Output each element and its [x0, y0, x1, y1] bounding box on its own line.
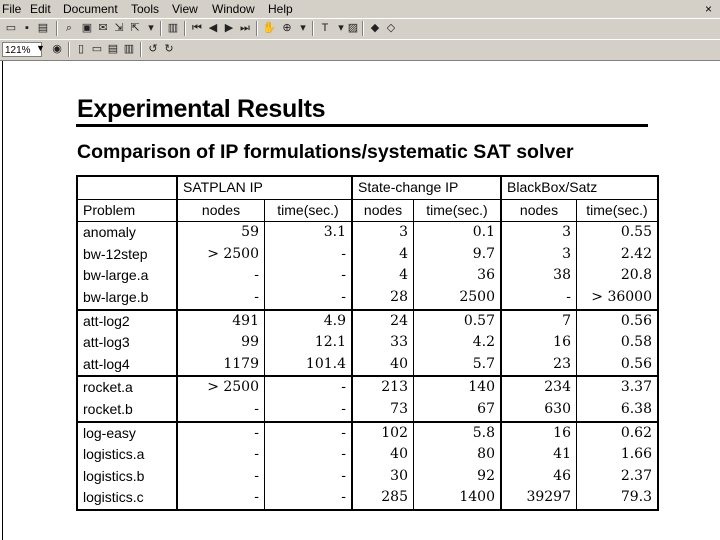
- table-row: [77, 354, 658, 377]
- problem-cell: bw-large.b: [83, 288, 149, 305]
- value-cell: 99: [177, 332, 265, 354]
- problem-cell: att-log3: [83, 334, 130, 351]
- value-cell: 4: [352, 244, 414, 266]
- zoom-dropdown-icon[interactable]: ▾: [300, 22, 306, 34]
- value-cell: 12.1: [265, 332, 353, 354]
- value-cell: 0.57: [414, 310, 502, 333]
- group-header: State-change IP: [352, 176, 501, 199]
- prev-page-icon[interactable]: ◀: [208, 22, 218, 34]
- table-group-header: [77, 176, 658, 199]
- text-select-icon[interactable]: T: [321, 22, 329, 34]
- value-cell: 0.56: [577, 354, 659, 377]
- page-edge: [2, 61, 3, 540]
- value-cell: 101.4: [265, 354, 353, 377]
- column-header: Problem: [77, 199, 177, 222]
- value-cell: 213: [352, 376, 414, 399]
- value-cell: 30: [352, 466, 414, 488]
- value-cell: 36: [414, 265, 502, 287]
- table-row: [77, 444, 658, 466]
- value-cell: 73: [352, 399, 414, 422]
- table-row: [77, 466, 658, 488]
- group-header: BlackBox/Satz: [501, 176, 658, 199]
- value-cell: -: [177, 487, 265, 510]
- title-rule: [76, 124, 648, 127]
- table-row: [77, 244, 658, 266]
- value-cell: 2500: [414, 287, 502, 310]
- toolbar-separator: [256, 21, 258, 36]
- menu-view[interactable]: View: [172, 2, 198, 16]
- value-cell: -: [265, 466, 353, 488]
- value-cell: 20.8: [577, 265, 659, 287]
- problem-cell: bw-large.a: [83, 267, 149, 284]
- menu-edit[interactable]: Edit: [30, 2, 51, 16]
- value-cell: 2.37: [577, 466, 659, 488]
- value-cell: 3: [501, 244, 577, 266]
- table-row: [77, 422, 658, 445]
- value-cell: 40: [352, 354, 414, 377]
- toolbar-separator: [56, 21, 58, 36]
- table-row: [77, 222, 658, 244]
- menu-file[interactable]: File: [2, 2, 22, 16]
- value-cell: 3: [501, 222, 577, 244]
- next-page-icon[interactable]: ▶: [224, 22, 234, 34]
- value-cell: 3.37: [577, 376, 659, 399]
- value-cell: -: [177, 265, 265, 287]
- table-row: [77, 376, 658, 399]
- problem-cell: log-easy: [77, 422, 177, 445]
- value-cell: 24: [352, 310, 414, 333]
- value-cell: -: [265, 487, 353, 510]
- email-icon[interactable]: ✉: [98, 22, 108, 34]
- column-header: time(sec.): [414, 199, 502, 222]
- value-cell: 41: [501, 444, 577, 466]
- value-cell: 0.55: [577, 222, 659, 244]
- zoom-in-icon[interactable]: ⊕: [282, 22, 292, 34]
- value-cell: 630: [501, 399, 577, 422]
- value-cell: 2.42: [577, 244, 659, 266]
- value-cell: -: [177, 466, 265, 488]
- value-cell: -: [265, 265, 353, 287]
- zoom-input[interactable]: 121%: [2, 42, 42, 57]
- save-icon[interactable]: ▪: [25, 22, 29, 34]
- value-cell: 28: [352, 287, 414, 310]
- print-icon[interactable]: ▤: [37, 22, 49, 34]
- dropdown-icon[interactable]: ▾: [148, 22, 154, 34]
- value-cell: 40: [352, 444, 414, 466]
- value-cell: 7: [501, 310, 577, 333]
- value-cell: 59: [177, 222, 265, 244]
- value-cell: -: [501, 287, 577, 310]
- page-view-icon[interactable]: ▥: [167, 22, 179, 34]
- value-cell: -: [265, 399, 353, 422]
- select-dropdown-icon[interactable]: ▾: [338, 22, 344, 34]
- value-cell: 3.1: [265, 222, 353, 244]
- value-cell: 16: [501, 332, 577, 354]
- menu-document[interactable]: Document: [63, 2, 118, 16]
- menu-bar: [0, 0, 720, 18]
- value-cell: 4: [352, 265, 414, 287]
- value-cell: 39297: [501, 487, 577, 510]
- hand-tool-icon[interactable]: ✋: [262, 22, 276, 34]
- fit-visible-icon[interactable]: ▥: [123, 43, 135, 55]
- value-cell: 3: [352, 222, 414, 244]
- value-cell: 234: [501, 376, 577, 399]
- bookmark-icon[interactable]: ▣: [81, 22, 93, 34]
- value-cell: 0.1: [414, 222, 502, 244]
- value-cell: 140: [414, 376, 502, 399]
- last-page-icon[interactable]: ⏭: [240, 22, 250, 34]
- value-cell: -: [177, 422, 265, 445]
- column-header: nodes: [352, 199, 414, 222]
- value-cell: 16: [501, 422, 577, 445]
- problem-cell: rocket.b: [83, 400, 133, 417]
- value-cell: -: [177, 287, 265, 310]
- menu-tools[interactable]: Tools: [131, 2, 160, 16]
- problem-cell: logistics.c: [83, 489, 144, 506]
- value-cell: 38: [501, 265, 577, 287]
- toolbar-separator: [184, 21, 186, 36]
- rotate-left-icon[interactable]: ↺: [148, 43, 158, 55]
- value-cell: 1400: [414, 487, 502, 510]
- value-cell: 33: [352, 332, 414, 354]
- toolbar-main: [0, 18, 720, 40]
- value-cell: -: [265, 287, 353, 310]
- value-cell: 80: [414, 444, 502, 466]
- value-cell: 0.58: [577, 332, 659, 354]
- table-row: [77, 399, 658, 422]
- column-header: nodes: [177, 199, 265, 222]
- toolbar-separator: [362, 21, 364, 36]
- value-cell: 285: [352, 487, 414, 510]
- value-cell: > 36000: [577, 287, 659, 310]
- first-page-icon[interactable]: ⏮: [192, 22, 202, 34]
- value-cell: 0.56: [577, 310, 659, 333]
- value-cell: 23: [501, 354, 577, 377]
- value-cell: -: [265, 376, 353, 399]
- value-cell: 1179: [177, 354, 265, 377]
- value-cell: -: [177, 399, 265, 422]
- value-cell: > 2500: [177, 376, 265, 399]
- toolbar-view: [0, 39, 720, 61]
- value-cell: 4.9: [265, 310, 353, 333]
- rotate-right-icon[interactable]: ↻: [164, 43, 174, 55]
- value-cell: 79.3: [577, 487, 659, 510]
- find-icon[interactable]: ⌕: [65, 22, 73, 34]
- value-cell: 46: [501, 466, 577, 488]
- toolbar-separator: [312, 21, 314, 36]
- close-icon[interactable]: ×: [704, 2, 712, 16]
- table-column-header: [77, 199, 658, 222]
- value-cell: 92: [414, 466, 502, 488]
- value-cell: -: [265, 444, 353, 466]
- value-cell: 5.8: [414, 422, 502, 445]
- column-header: time(sec.): [577, 199, 659, 222]
- value-cell: -: [265, 422, 353, 445]
- value-cell: 5.7: [414, 354, 502, 377]
- problem-cell: bw-12step: [83, 245, 148, 262]
- import-icon[interactable]: ⇱: [130, 22, 140, 34]
- column-header: time(sec.): [265, 199, 353, 222]
- fit-width-icon[interactable]: ▤: [107, 43, 119, 55]
- problem-cell: att-log2: [77, 310, 177, 333]
- table-row: [77, 265, 658, 287]
- problem-cell: logistics.b: [83, 467, 145, 484]
- value-cell: -: [265, 244, 353, 266]
- value-cell: 1.66: [577, 444, 659, 466]
- export-icon[interactable]: ⇲: [114, 22, 124, 34]
- value-cell: 67: [414, 399, 502, 422]
- actual-size-icon[interactable]: ▯: [77, 43, 85, 55]
- value-cell: 4.2: [414, 332, 502, 354]
- fit-page-icon[interactable]: ▭: [91, 43, 103, 55]
- results-table: [76, 175, 659, 511]
- chevron-down-icon[interactable]: ▼: [36, 43, 45, 53]
- table-row: [77, 332, 658, 354]
- table-row: [77, 310, 658, 333]
- toolbar-separator: [140, 42, 142, 57]
- snapshot-icon[interactable]: ▨: [347, 22, 359, 34]
- problem-cell: logistics.a: [83, 446, 145, 463]
- value-cell: 9.7: [414, 244, 502, 266]
- open-icon[interactable]: ▭: [5, 22, 17, 34]
- value-cell: 6.38: [577, 399, 659, 422]
- group-header: SATPLAN IP: [177, 176, 352, 199]
- go-forward-icon[interactable]: ◇: [386, 22, 396, 34]
- value-cell: 102: [352, 422, 414, 445]
- problem-cell: rocket.a: [77, 376, 177, 399]
- info-icon[interactable]: ◉: [52, 43, 62, 55]
- toolbar-separator: [68, 42, 70, 57]
- go-back-icon[interactable]: ◆: [370, 22, 380, 34]
- menu-window[interactable]: Window: [212, 2, 255, 16]
- value-cell: 491: [177, 310, 265, 333]
- value-cell: 0.62: [577, 422, 659, 445]
- table-row: [77, 287, 658, 310]
- problem-cell: anomaly: [77, 222, 177, 244]
- problem-cell: att-log4: [83, 355, 130, 372]
- table-row: [77, 487, 658, 510]
- column-header: nodes: [501, 199, 577, 222]
- toolbar-separator: [160, 21, 162, 36]
- slide-subtitle: Comparison of IP formulations/systematic SAT solver: [77, 141, 574, 163]
- menu-help[interactable]: Help: [268, 2, 293, 16]
- value-cell: -: [177, 444, 265, 466]
- value-cell: > 2500: [177, 244, 265, 266]
- slide-title: Experimental Results: [77, 95, 326, 123]
